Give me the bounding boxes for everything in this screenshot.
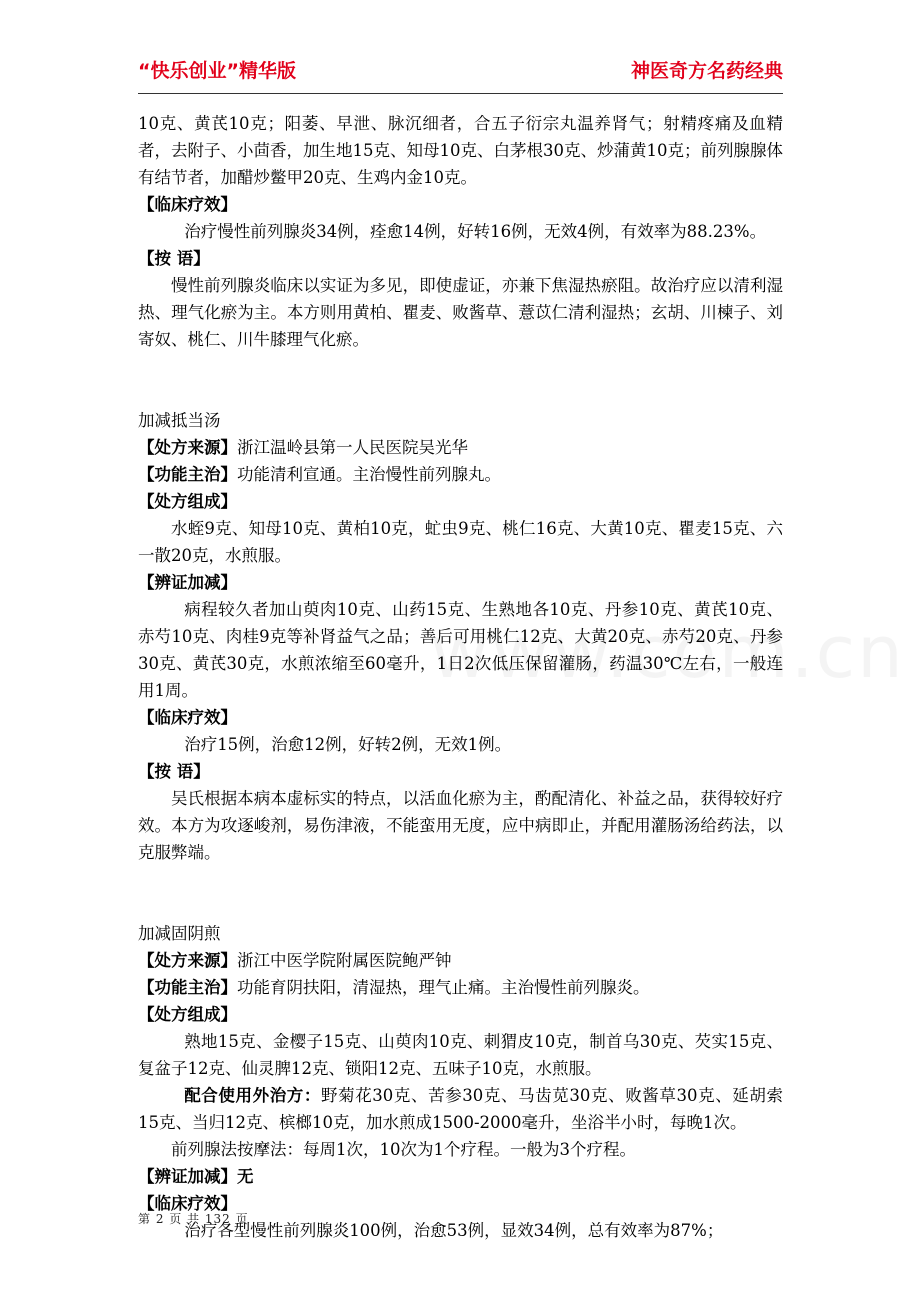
function-line xyxy=(138,461,783,488)
function-label: 【功能主治】 xyxy=(138,978,237,997)
source-text: 浙江中医学院附属医院鲍严钟 xyxy=(237,951,452,970)
function-text: 功能育阴扶阳，清湿热，理气止痛。主治慢性前列腺炎。 xyxy=(237,978,650,997)
page-content xyxy=(138,110,783,1244)
note-label: 【按 语】 xyxy=(138,762,210,781)
composition-text: 熟地15克、金樱子15克、山萸肉10克、刺猬皮10克，制首乌30克、芡实15克、复盆子12克、仙灵脾12克、锁阳12克、五味子10克，水煎服。 xyxy=(138,1032,783,1078)
spacer xyxy=(138,866,783,920)
continued-paragraph: 10克、黄芪10克；阳萎、早泄、脉沉细者，合五子衍宗丸温养肾气；射精疼痛及血精者，去附子、小茴香，加生地15克、知母10克、白茅根30克、炒蒲黄10克；前列腺腺体有结节者，加醋炒鳖甲20克、生鸡内金10克。 xyxy=(138,114,783,187)
spacer xyxy=(138,353,783,407)
header-right-title: 神医奇方名药经典 xyxy=(630,60,783,82)
external-treatment xyxy=(138,1082,783,1136)
header-left-title: “快乐创业”精华版 xyxy=(138,60,296,82)
clinical-text: 治疗慢性前列腺炎34例，痊愈14例，好转16例，无效4例，有效率为88.23%。 xyxy=(184,222,767,241)
massage-text: 前列腺法按摩法：每周1次，10次为1个疗程。一般为3个疗程。 xyxy=(171,1140,636,1159)
function-line xyxy=(138,974,783,1001)
section-title: 加减抵当汤 xyxy=(138,411,221,430)
modification-text: 病程较久者加山萸肉10克、山药15克、生熟地各10克、丹参10克、黄芪10克、赤芍10克、肉桂9克等补肾益气之品；善后可用桃仁12克、大黄20克、赤芍20克、丹参30克、黄芪30克，水煎浓缩至60毫升，1日2次低压保留灌肠，药温30℃左右，一般连用1周。 xyxy=(138,600,783,700)
section-title: 加减固阴煎 xyxy=(138,924,221,943)
function-text: 功能清利宣通。主治慢性前列腺丸。 xyxy=(237,465,501,484)
modification-label: 【辨证加减】 xyxy=(138,1167,237,1186)
source-label: 【处方来源】 xyxy=(138,438,237,457)
page-footer: 第 2 页 共 132 页 xyxy=(138,1212,249,1226)
header-rule xyxy=(138,93,783,94)
note-text: 吴氏根据本病本虚标实的特点，以活血化瘀为主，酌配清化、补益之品，获得较好疗效。本方为攻逐峻剂，易伤津液，不能蛮用无度，应中病即止，并配用灌肠汤给药法，以克服弊端。 xyxy=(138,789,783,862)
source-line xyxy=(138,947,783,974)
modification-label: 【辨证加减】 xyxy=(138,573,237,592)
source-text: 浙江温岭县第一人民医院吴光华 xyxy=(237,438,468,457)
function-label: 【功能主治】 xyxy=(138,465,237,484)
clinical-label: 【临床疗效】 xyxy=(138,195,237,214)
external-label: 配合使用外治方： xyxy=(184,1086,321,1105)
note-label: 【按 语】 xyxy=(138,249,210,268)
composition-text: 水蛭9克、知母10克、黄柏10克，虻虫9克、桃仁16克、大黄10克、瞿麦15克、六一散20克，水煎服。 xyxy=(138,519,783,565)
clinical-text: 治疗15例，治愈12例，好转2例，无效1例。 xyxy=(184,735,512,754)
source-line xyxy=(138,434,783,461)
external-text: 野菊花30克、苦参30克、马齿苋30克、败酱草30克、延胡索15克、当归12克、槟榔10克，加水煎成1500-2000毫升，坐浴半小时，每晚1次。 xyxy=(138,1086,784,1132)
modification-line xyxy=(138,1163,783,1190)
note-text: 慢性前列腺炎临床以实证为多见，即使虚证，亦兼下焦湿热瘀阻。故治疗应以清利湿热、理气化瘀为主。本方则用黄柏、瞿麦、败酱草、薏苡仁清利湿热；玄胡、川楝子、刘寄奴、桃仁、川牛膝理气化瘀。 xyxy=(138,276,783,349)
source-label: 【处方来源】 xyxy=(138,951,237,970)
clinical-label: 【临床疗效】 xyxy=(138,708,237,727)
composition-label: 【处方组成】 xyxy=(138,492,237,511)
clinical-text: 治疗各型慢性前列腺炎100例，治愈53例，显效34例，总有效率为87%； xyxy=(184,1221,724,1240)
clinical-label: 【临床疗效】 xyxy=(138,1194,237,1213)
composition-label: 【处方组成】 xyxy=(138,1005,237,1024)
modification-text: 无 xyxy=(237,1167,254,1186)
